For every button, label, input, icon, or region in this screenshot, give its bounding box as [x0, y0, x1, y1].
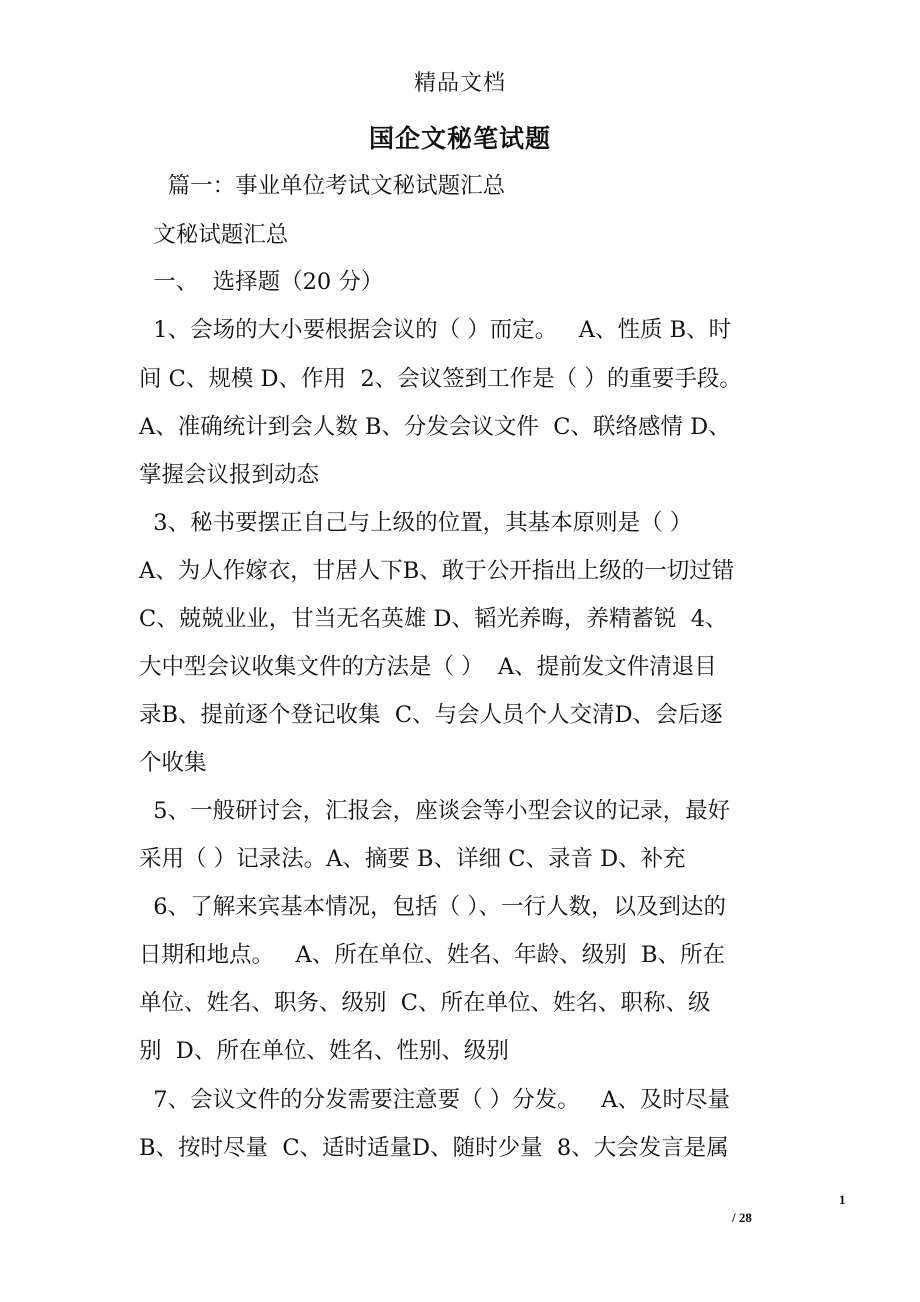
text-line: 一、 选择题（20 分） [139, 269, 384, 295]
text-line: B、按时尽量 C、适时适量D、随时少量 8、大会发言是属 [139, 1135, 729, 1161]
page-header: 精品文档 [413, 71, 506, 96]
page-number: 1 [839, 1192, 846, 1207]
text-line: 1、会场的大小要根据会议的（ ）而定。 A、性质 B、时 [139, 317, 732, 343]
text-line: 5、一般研讨会，汇报会，座谈会等小型会议的记录，最好 [139, 798, 731, 824]
text-line: 采用（ ）记录法。A、摘要 B、详细 C、录音 D、补充 [139, 846, 686, 872]
text-line: 日期和地点。 A、所在单位、姓名、年龄、级别 B、所在 [139, 942, 726, 968]
document-title: 国企文秘笔试题 [368, 124, 551, 153]
text-line: A、准确统计到会人数 B、分发会议文件 C、联络感情 D、 [139, 414, 731, 440]
text-line: 3、秘书要摆正自己与上级的位置，其基本原则是（ ） [139, 510, 693, 536]
text-line: 单位、姓名、职务、级别 C、所在单位、姓名、职称、级 [139, 990, 711, 1016]
text-line: 录B、提前逐个登记收集 C、与会人员个人交清D、会后逐 [139, 702, 723, 728]
text-line: 6、了解来宾基本情况，包括（ ）、一行人数，以及到达的 [139, 894, 727, 920]
text-line: A、为人作嫁衣，甘居人下B、敢于公开指出上级的一切过错 [139, 558, 735, 584]
text-line: 个收集 [139, 750, 207, 776]
page-total: / 28 [732, 1210, 752, 1225]
text-line: 间 C、规模 D、作用 2、会议签到工作是（ ）的重要手段。 [139, 366, 742, 392]
text-line: 别 D、所在单位、姓名、性别、级别 [139, 1038, 509, 1064]
text-line: C、兢兢业业，甘当无名英雄 D、韬光养晦，养精蓄锐 4、 [139, 606, 728, 632]
text-line: 大中型会议收集文件的方法是（ ） A、提前发文件清退目 [139, 654, 717, 680]
text-line: 篇一：事业单位考试文秘试题汇总 [139, 173, 506, 199]
text-line: 7、会议文件的分发需要注意要（ ）分发。 A、及时尽量 [139, 1087, 730, 1113]
text-line: 掌握会议报到动态 [139, 462, 320, 488]
text-line: 文秘试题汇总 [139, 222, 289, 248]
